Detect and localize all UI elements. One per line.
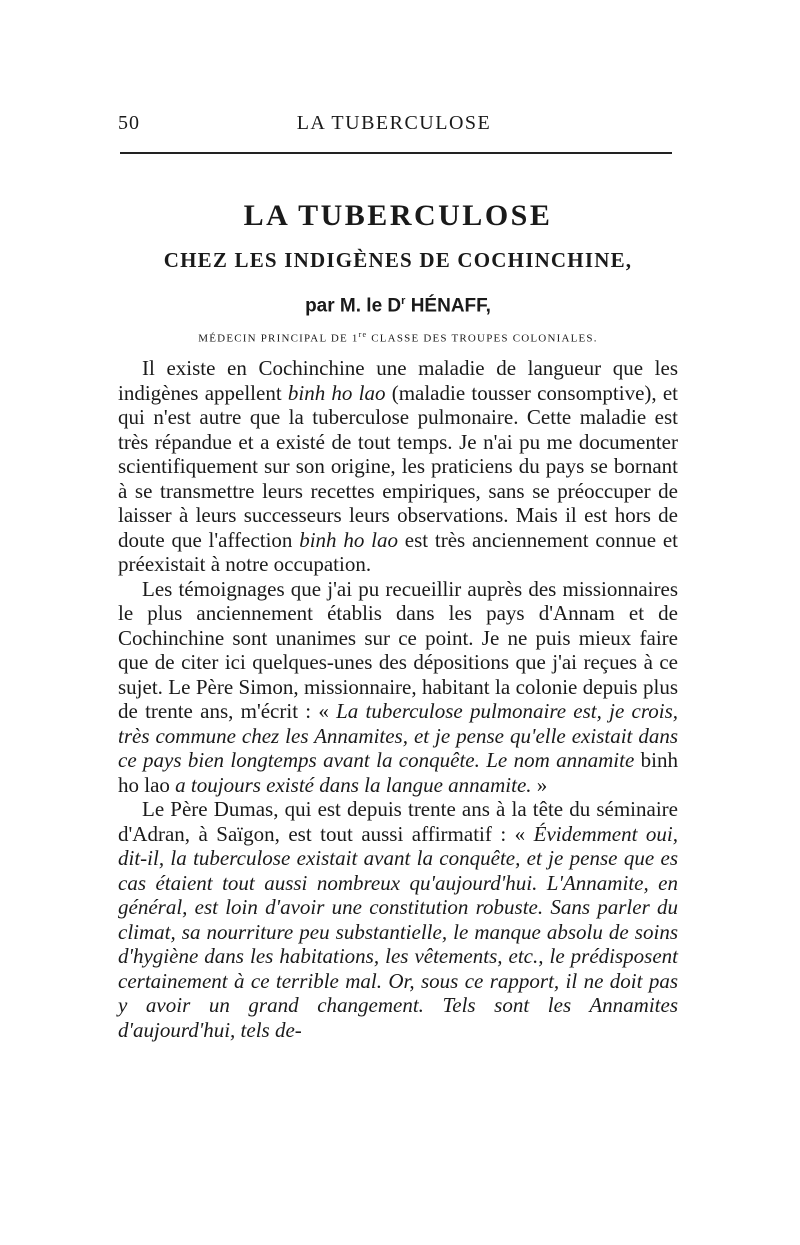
running-head <box>118 112 670 142</box>
running-title: LA TUBERCULOSE <box>296 112 492 134</box>
author-title-sup: re <box>358 330 368 340</box>
author-title <box>118 327 678 347</box>
paragraph-2 <box>118 577 678 798</box>
p2-quote-simon-end: a toujours existé dans la langue annamite. <box>175 772 532 797</box>
p3-quote-dumas: Évidemment oui, dit-il, la tuberculose existait avant la conquête, et je pense que es cas étaient tout aussi nombreux qu'aujourd'hui. L'Annamite, en général, est loin d'avoir une constitution robuste. Sans parler du climat, sa nourriture peu substantielle, le manque absolu de soins d'hygiène dans les habitations, les vêtements, etc., le prédisposent certainement à ce terrible mal. Or, sous ce rapport, il ne doit pas y avoir un grand changement. Tels sont les Annamites d'aujourd'hui, tels de- <box>118 821 678 1042</box>
article-subtitle: CHEZ LES INDIGÈNES DE COCHINCHINE, <box>163 248 633 272</box>
p1-text-e: est très anciennement connue et préexistait à notre occupation. <box>118 527 678 576</box>
title-block <box>118 198 678 347</box>
p2-text-a: Les témoignages que j'ai pu recueillir auprès des missionnaires le plus anciennement établis dans les pays d'Annam et de Cochinchine sont unanimes sur ce point. Je ne puis mieux faire que de citer ici quelques-unes des dépositions que j'ai reçues à ce sujet. Le Père Simon, missionnaire, habitant la colonie depuis plus de trente ans, m'écrit : « <box>118 576 678 723</box>
p1-term-binh-ho-lao-2: binh ho lao <box>299 527 398 552</box>
page-number: 50 <box>118 112 140 134</box>
p2-quote-simon: La tuberculose pulmonaire est, je crois, très commune chez les Annamites, et je pense qu'elle existait dans ce pays bien longtemps avant la conquête. Le nom annamite <box>118 699 678 772</box>
p2-term-roman: binh ho lao <box>118 748 678 797</box>
author-title-pre: MÉDECIN PRINCIPAL DE 1 <box>198 332 359 345</box>
header-rule <box>120 152 672 154</box>
p1-term-binh-ho-lao: binh ho lao <box>287 380 386 405</box>
article-title: LA TUBERCULOSE <box>243 199 553 232</box>
author-title-post: CLASSE DES TROUPES COLONIALES. <box>367 332 598 345</box>
body-text <box>118 356 678 1042</box>
paragraph-3 <box>118 797 678 1042</box>
paragraph-1 <box>118 356 678 577</box>
author-name: HÉNAFF, <box>405 295 491 317</box>
author-line <box>118 288 678 319</box>
author-prefix-sup: r <box>401 295 406 307</box>
author-prefix: par M. le D <box>305 295 402 317</box>
p1-text-a: Il existe en Cochinchine une maladie de langueur que les indigènes appellent <box>118 356 678 405</box>
p2-close-quote: » <box>531 772 548 797</box>
p1-text-c: (maladie tousser consomptive), et qui n'est autre que la tuberculose pulmonaire. Cette maladie est très répandue et a existé de tout temps. Je n'ai pu me documenter scientifiquement sur son origine, les praticiens du pays se bornant à se transmettre leurs recettes empiriques, sans se préoccuper de laisser à leurs successeurs leurs observations. Mais il est hors de doute que l'affection <box>118 380 679 552</box>
p3-text-a: Le Père Dumas, qui est depuis trente ans à la tête du séminaire d'Adran, à Saïgon, est tout aussi affirmatif : « <box>118 797 678 846</box>
